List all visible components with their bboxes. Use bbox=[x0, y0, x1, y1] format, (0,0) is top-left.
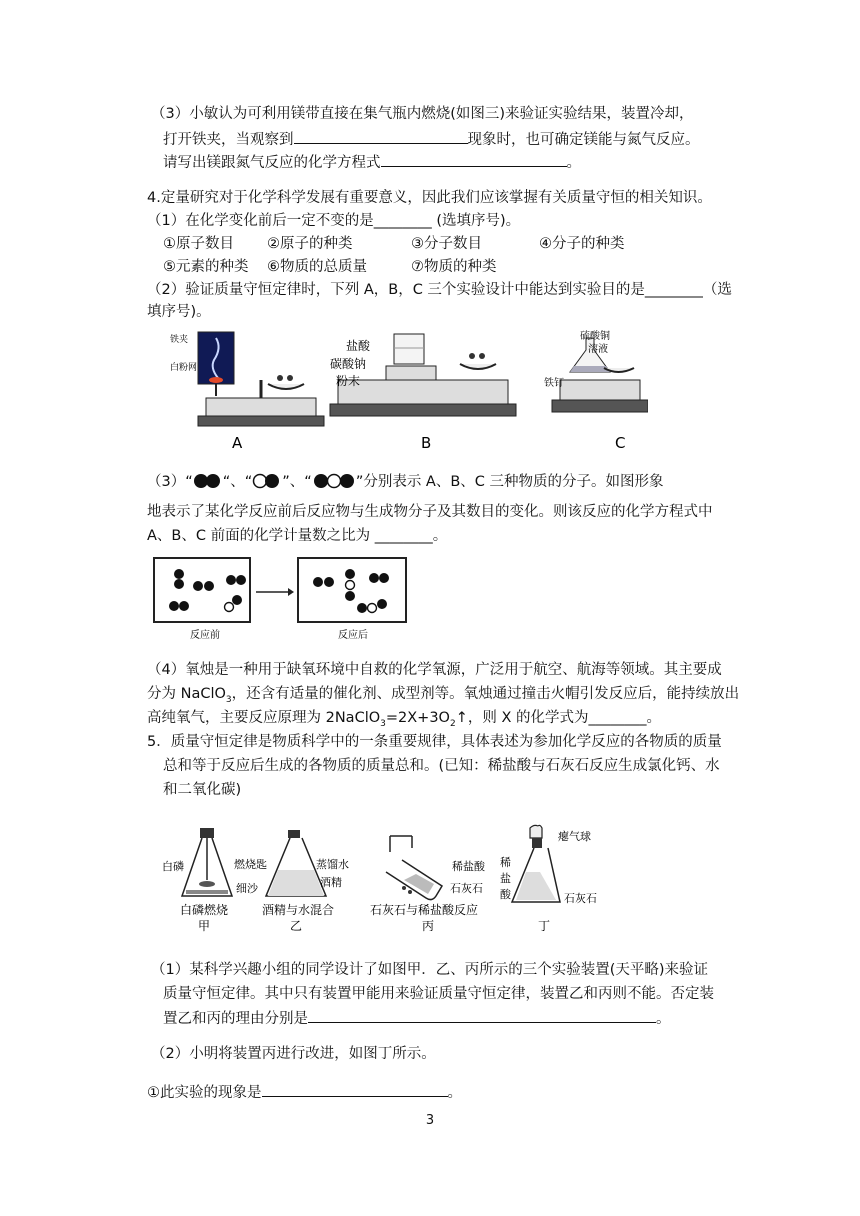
q5-sub1-line3: 置乙和丙的理由分别是 。 bbox=[163, 1007, 671, 1029]
figure-jia bbox=[162, 828, 267, 933]
molecule-c-icon bbox=[312, 473, 356, 489]
q5-sub2: （2）小明将装置丙进行改进，如图丁所示。 bbox=[151, 1046, 436, 1062]
label-bing-shihuishi: 石灰石 bbox=[450, 882, 483, 895]
q4-part4-line2: 分为 NaClO$_3$，还含有适量的催化剂、成型剂等。氧烛通过撞击火帽引发反应后，能持续放出 bbox=[147, 686, 740, 705]
q3-part3-line2: 打开铁夹，当观察到 现象时，也可确定镁能与氮气反应。 bbox=[163, 128, 700, 150]
q5-sub1-line2: 质量守恒定律。其中只有装置甲能用来验证质量守恒定律，装置乙和丙则不能。否定装 bbox=[163, 986, 714, 1002]
q5-line2: 总和等于反应后生成的各物质的质量总和。(已知：稀盐酸与石灰石反应生成氯化钙、水 bbox=[163, 758, 720, 774]
q5-line3: 和二氧化碳) bbox=[163, 782, 242, 798]
figure-c bbox=[544, 329, 648, 452]
answer-blank-reason[interactable] bbox=[308, 1007, 656, 1023]
q4-part2-line1: （2）验证质量守恒定律时，下列 A，B，C 三个实验设计中能达到实验目的是________（选 bbox=[147, 282, 732, 298]
label-c-liusuantong: 硫酸铜 bbox=[580, 331, 610, 342]
label-yi-name: 乙 bbox=[290, 919, 303, 933]
q3-part3-line3: 请写出镁跟氮气反应的化学方程式 。 bbox=[163, 151, 581, 173]
figure-b bbox=[330, 334, 516, 452]
reaction-diagram bbox=[152, 556, 412, 642]
answer-blank-observe[interactable] bbox=[294, 128, 468, 144]
label-bing-caption: 石灰石与稀盐酸反应 bbox=[370, 903, 479, 917]
q5-sub1-line1: （1）某科学兴趣小组的同学设计了如图甲．乙、丙所示的三个实验装置(天平略)来验证 bbox=[151, 962, 709, 978]
q4-part3-line3: A、B、C 前面的化学计量数之比为 ________。 bbox=[147, 528, 448, 544]
label-b-tansuanna: 碳酸钠 bbox=[330, 357, 367, 371]
q4-part3-line1: （3）“ “、“ ”、“ ”分别表示 A、B、C 三种物质的分子。如图形象 bbox=[147, 474, 664, 490]
q5-sub2-item1: ①此实验的现象是 。 bbox=[147, 1081, 462, 1103]
q4-option-7: ⑦物质的种类 bbox=[411, 259, 497, 275]
label-c-tieding: 铁钉 bbox=[544, 378, 564, 389]
label-bing-name: 丙 bbox=[422, 919, 435, 933]
figure-a bbox=[170, 332, 324, 452]
label-ding-suan: 酸 bbox=[500, 888, 511, 901]
label-figure-b: B bbox=[421, 434, 432, 452]
q4-option-4: ④分子的种类 bbox=[539, 236, 625, 252]
q4-part3-line2: 地表示了某化学反应前后反应物与生成物分子及其数目的变化。则该反应的化学方程式中 bbox=[147, 504, 713, 520]
q4-option-2: ②原子的种类 bbox=[267, 236, 353, 252]
label-bing-xiyansuan: 稀盐酸 bbox=[452, 860, 485, 873]
label-jia-bailin-1: 白磷 bbox=[162, 860, 184, 873]
figure-yi bbox=[262, 830, 349, 933]
q4-option-5: ⑤元素的种类 bbox=[163, 259, 249, 275]
label-figure-a: A bbox=[232, 434, 243, 452]
label-ding-name: 丁 bbox=[538, 919, 551, 933]
q4-part4-line1: （4）氧烛是一种用于缺氧环境中自救的化学氧源，广泛用于航空、航海等领域。其主要成 bbox=[147, 662, 722, 678]
q4-stem: 4.定量研究对于化学科学发展有重要意义，因此我们应该掌握有关质量守恒的相关知识。 bbox=[147, 190, 712, 206]
label-ding-bieqiqiu: 瘪气球 bbox=[558, 830, 591, 843]
page-number: 3 bbox=[425, 1113, 435, 1128]
q4-option-1: ①原子数目 bbox=[163, 236, 234, 252]
label-reaction-after: 反应后 bbox=[338, 630, 368, 641]
label-ding-shihuishi: 石灰石 bbox=[564, 892, 597, 905]
label-reaction-before: 反应前 bbox=[190, 630, 220, 641]
answer-blank-phenomenon[interactable] bbox=[262, 1081, 448, 1097]
label-a-tiejia: 铁夹 bbox=[170, 335, 189, 345]
label-figure-c: C bbox=[615, 434, 626, 452]
q4-part4-line3: 高纯氧气，主要反应原理为 $2NaClO_3=2X+3O_2↑$，则 X 的化学式为________。 bbox=[147, 710, 662, 729]
label-c-rongye: 溶液 bbox=[588, 344, 608, 355]
figure-ding bbox=[500, 825, 597, 933]
label-yi-jiujing: 酒精 bbox=[320, 876, 342, 889]
label-jia-caption: 白磷燃烧 bbox=[180, 903, 229, 917]
label-b-fenmo: 粉末 bbox=[336, 374, 361, 388]
label-yi-caption: 酒精与水混合 bbox=[262, 903, 335, 917]
balance-figures-abc bbox=[168, 328, 648, 458]
q5-line1: 5．质量守恒定律是物质科学中的一条重要规律，具体表述为参加化学反应的各物质的质量 bbox=[147, 734, 722, 750]
label-jia-name: 甲 bbox=[198, 919, 211, 933]
label-yi-zhengliushui: 蒸馏水 bbox=[316, 858, 349, 871]
label-b-yansuan: 盐酸 bbox=[346, 339, 371, 353]
molecule-a-icon bbox=[193, 473, 223, 489]
figure-bing bbox=[370, 836, 486, 933]
q4-option-3: ③分子数目 bbox=[411, 236, 482, 252]
molecule-b-icon bbox=[252, 473, 282, 489]
q4-option-6: ⑥物质的总质量 bbox=[267, 259, 367, 275]
label-a-baiyin: 白粉网 bbox=[170, 363, 198, 373]
q3-part3-line1: （3）小敏认为可利用镁带直接在集气瓶内燃烧(如图三)来验证实验结果，装置冷却， bbox=[151, 106, 694, 122]
label-ding-yan: 盐 bbox=[500, 872, 511, 885]
label-ding-xi: 稀 bbox=[500, 856, 511, 869]
apparatus-figures bbox=[160, 822, 640, 934]
q4-part1: （1）在化学变化前后一定不变的是________ (选填序号)。 bbox=[147, 213, 521, 229]
q4-part2-line2: 填序号)。 bbox=[147, 304, 211, 320]
label-jia-ranshaochi: 燃烧匙 bbox=[234, 858, 267, 871]
label-jia-xisha: 细沙 bbox=[236, 882, 258, 895]
answer-blank-equation[interactable] bbox=[381, 151, 567, 167]
